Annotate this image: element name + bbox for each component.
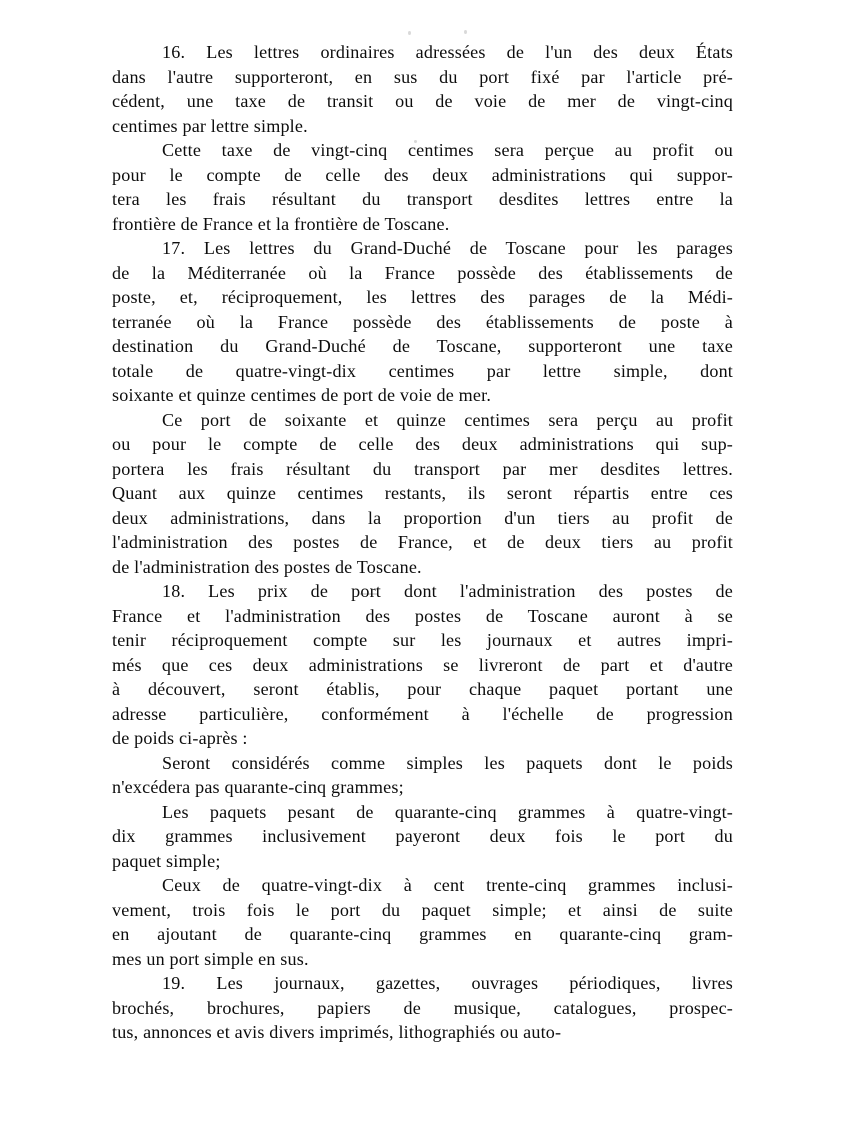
text-line: terranée où la France possède des établissements de poste à <box>112 311 733 332</box>
text-line: ou pour le compte de celle des deux administrations qui sup- <box>112 434 733 454</box>
paragraph <box>112 579 733 751</box>
text-line: tus, annonces et avis divers imprimés, lithographiés ou auto- <box>112 1022 562 1042</box>
text-line: dix grammes inclusivement payeront deux fois le port du <box>112 826 733 846</box>
text-line: 19. Les journaux, gazettes, ouvrages périodiques, livres <box>162 973 733 993</box>
text-line: mes un port simple en sus. <box>112 948 309 969</box>
text-line: n'excédera pas quarante-cinq grammes; <box>112 777 404 797</box>
text-line: de l'administration des postes de Toscane. <box>112 556 422 577</box>
text-line: Quant aux quinze centimes restants, ils seront répartis entre ces <box>112 483 733 503</box>
text-line: 18. Les prix de port dont l'administration des postes de <box>162 581 733 601</box>
text-line: tera les frais résultant du transport desdites lettres entre la <box>112 189 733 209</box>
text-line: 16. Les lettres ordinaires adressées de l'un des deux États <box>162 42 733 62</box>
paragraph <box>112 873 733 971</box>
text-line: à découvert, seront établis, pour chaque paquet portant une <box>112 679 733 699</box>
text-line: France et l'administration des postes de Toscane auront à se <box>112 605 733 626</box>
text-line: Les paquets pesant de quarante-cinq grammes à quatre-vingt- <box>162 801 733 822</box>
text-line: centimes par lettre simple. <box>112 115 308 136</box>
text-line: soixante et quinze centimes de port de voie de mer. <box>112 385 492 405</box>
text-line: paquet simple; <box>112 850 221 871</box>
paragraph <box>112 408 733 580</box>
bleed-through-speck <box>464 30 467 34</box>
text-line: cédent, une taxe de transit ou de voie de mer de vingt-cinq <box>112 91 733 111</box>
text-line: frontière de France et la frontière de Toscane. <box>112 213 450 234</box>
text-line: tenir réciproquement compte sur les journaux et autres impri- <box>112 630 733 650</box>
text-line: de la Méditerranée où la France possède des établissements de <box>112 262 733 283</box>
text-line: adresse particulière, conformément à l'échelle de progression <box>112 703 733 724</box>
paragraph <box>112 971 733 1045</box>
text-line: dans l'autre supporteront, en sus du port fixé par l'article pré- <box>112 66 733 87</box>
text-line: totale de quatre-vingt-dix centimes par lettre simple, dont <box>112 360 733 381</box>
paragraph <box>112 751 733 800</box>
paragraph <box>112 138 733 236</box>
text-line: en ajoutant de quarante-cinq grammes en quarante-cinq gram- <box>112 924 733 944</box>
page-text-block <box>112 40 733 1045</box>
text-line: de poids ci-après : <box>112 728 248 748</box>
text-line: vement, trois fois le port du paquet simple; et ainsi de suite <box>112 899 733 920</box>
text-line: 17. Les lettres du Grand-Duché de Toscane pour les parages <box>162 238 733 258</box>
paragraph <box>112 236 733 408</box>
text-line: més que ces deux administrations se livreront de part et d'autre <box>112 654 733 675</box>
text-line: Ceux de quatre-vingt-dix à cent trente-cinq grammes inclusi- <box>162 875 733 895</box>
text-line: deux administrations, dans la proportion d'un tiers au profit de <box>112 507 733 528</box>
text-line: portera les frais résultant du transport par mer desdites lettres. <box>112 458 733 479</box>
text-line: l'administration des postes de France, et de deux tiers au profit <box>112 532 733 552</box>
text-line: Ce port de soixante et quinze centimes sera perçu au profit <box>162 409 733 430</box>
paragraph <box>112 40 733 138</box>
text-line: brochés, brochures, papiers de musique, catalogues, prospec- <box>112 997 733 1018</box>
text-line: Cette taxe de vingt-cinq centimes sera perçue au profit ou <box>162 140 733 160</box>
text-line: pour le compte de celle des deux administrations qui suppor- <box>112 164 733 185</box>
text-line: Seront considérés comme simples les paquets dont le poids <box>162 752 733 773</box>
text-line: poste, et, réciproquement, les lettres des parages de la Médi- <box>112 287 733 307</box>
paragraph <box>112 800 733 874</box>
text-line: destination du Grand-Duché de Toscane, supporteront une taxe <box>112 336 733 356</box>
bleed-through-speck <box>408 31 411 35</box>
